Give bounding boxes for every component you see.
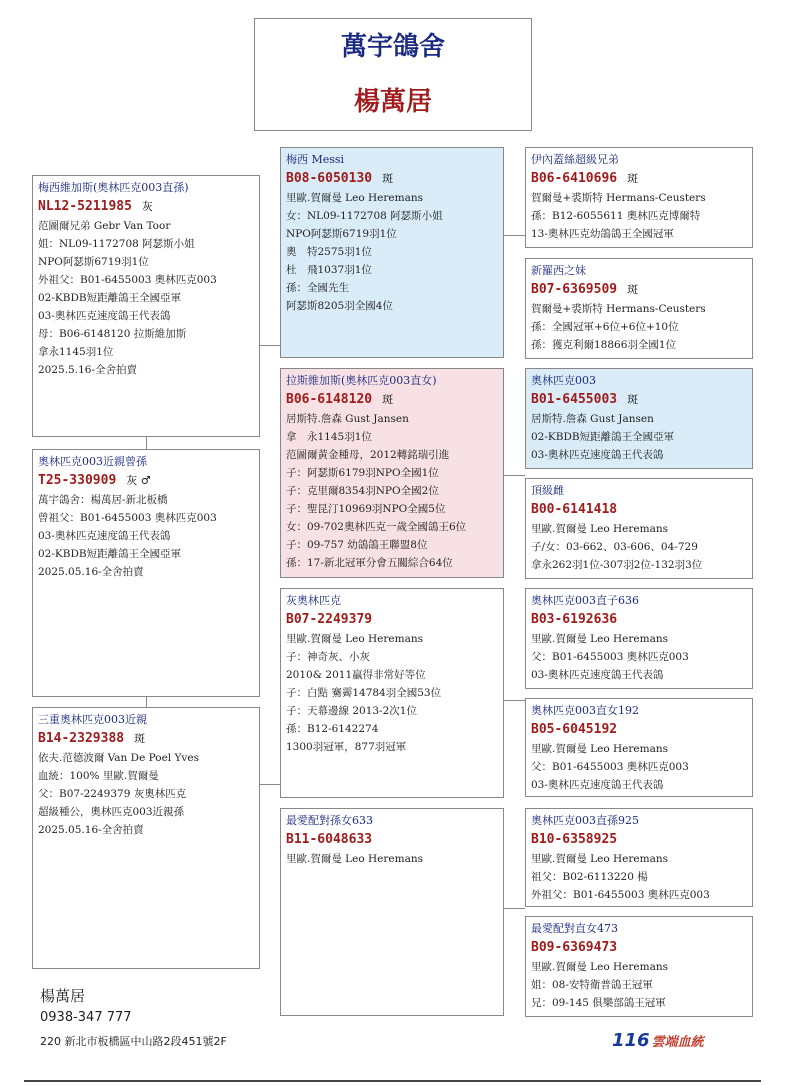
connector	[146, 697, 147, 707]
box-line: 父：B01-6455003 奧林匹克003	[531, 761, 689, 773]
box-line: 03-奧林匹克速度鴿王代表鴿	[531, 669, 664, 681]
box-line: 曾祖父：B01-6455003 奧林匹克003	[38, 512, 217, 524]
box-line: 里歐.賀爾曼 Leo Heremans	[286, 633, 423, 645]
connector	[504, 908, 525, 909]
box-title: 奧林匹克003近親曾孫	[38, 455, 147, 468]
box-line: 子：克里爾8354羽NPO全國2位	[286, 485, 439, 497]
box-title: 奧林匹克003直女192	[531, 704, 639, 717]
ring-number: B05-6045192	[531, 722, 618, 737]
box-line: 超級種公，奧林匹克003近親孫	[38, 806, 185, 818]
pigeon-color: 灰 ♂	[126, 474, 151, 487]
box-line: 里歐.賀爾曼 Leo Heremans	[531, 633, 668, 645]
box-line: 萬宇鴿舍：楊萬居-新北板橋	[38, 494, 168, 506]
ring-number: B08-6050130	[286, 171, 373, 186]
pedigree-box-gen1-1	[32, 449, 260, 697]
box-line: NPO阿瑟斯6719羽1位	[38, 256, 149, 268]
owner-name: 楊萬居	[353, 87, 432, 117]
box-title: 伊內蓋絲超級兄弟	[531, 153, 619, 166]
box-line: 2025.05.16-全舍拍賣	[38, 824, 144, 836]
connector	[504, 235, 525, 236]
ring-number: B07-2249379	[286, 612, 373, 627]
box-line: 03-奧林匹克速度鴿王代表鴿	[38, 310, 171, 322]
box-line: 拿 永1145羽1位	[286, 431, 372, 443]
brand-logo	[612, 1030, 704, 1051]
box-line: 居斯特.詹森 Gust Jansen	[286, 413, 409, 425]
connector	[146, 437, 147, 449]
pedigree-box-gen1-0	[32, 175, 260, 437]
ring-number: B11-6048633	[286, 832, 373, 847]
box-line: 血統：100% 里歐.賀爾曼	[38, 770, 159, 782]
box-line: 依夫.范德波爾 Van De Poel Yves	[38, 752, 199, 764]
box-title: 三重奧林匹克003近親	[38, 713, 147, 726]
box-line: 孫：全國冠軍+6位+6位+10位	[531, 321, 679, 333]
pedigree-box-gen2-1	[280, 368, 504, 578]
loft-name: 萬宇鴿舍	[340, 32, 445, 62]
box-line: 02-KBDB短距離鴿王全國亞軍	[531, 431, 675, 443]
pedigree-box-gen2-0	[280, 147, 504, 358]
box-line: 子：09-757 幼鴿鴿王聯盟8位	[286, 539, 428, 551]
box-title: 最愛配對孫女633	[286, 814, 373, 827]
box-line: 外祖父：B01-6455003 奧林匹克003	[38, 274, 217, 286]
pedigree-box-gen3-7	[525, 916, 753, 1017]
box-line: 外祖父：B01-6455003 奧林匹克003	[531, 889, 710, 901]
box-line: 02-KBDB短距離鴿王全國亞軍	[38, 548, 182, 560]
owner-name-box	[254, 74, 532, 131]
box-title: 新羅西之妹	[531, 264, 586, 277]
box-line: 里歐.賀爾曼 Leo Heremans	[531, 961, 668, 973]
pigeon-color: 斑	[627, 283, 639, 296]
box-title: 奧林匹克003	[531, 374, 596, 387]
box-title: 奧林匹克003直子636	[531, 594, 639, 607]
box-line: 2025.5.16-全舍拍賣	[38, 364, 137, 376]
pigeon-color: 灰	[141, 200, 153, 213]
box-line: 孫：17-新北冠軍分會五關綜合64位	[286, 557, 453, 569]
ring-number: B03-6192636	[531, 612, 618, 627]
pedigree-box-gen3-0	[525, 147, 753, 248]
box-line: 孫：全國先生	[286, 282, 349, 294]
box-line: 杜 飛1037羽1位	[286, 264, 372, 276]
box-line: 范圖爾兄弟 Gebr Van Toor	[38, 220, 171, 232]
box-line: 02-KBDB短距離鴿王全國亞軍	[38, 292, 182, 304]
box-line: 子/女：03-662、03-606、04-729	[531, 541, 698, 553]
pedigree-box-gen3-1	[525, 258, 753, 359]
box-line: NPO阿瑟斯6719羽1位	[286, 228, 397, 240]
box-line: 里歐.賀爾曼 Leo Heremans	[531, 743, 668, 755]
box-line: 子：聖昆汀10969羽NPO全國5位	[286, 503, 446, 515]
logo-text: 雲端血統	[651, 1035, 704, 1050]
box-title: 拉斯維加斯(奧林匹克003直女)	[286, 374, 437, 387]
pigeon-color: 斑	[627, 172, 639, 185]
box-line: 賀爾曼+裘斯特 Hermans-Ceusters	[531, 303, 706, 315]
box-title: 最愛配對直女473	[531, 922, 618, 935]
box-line: 女：09-702奧林匹克一歲全國鴿王6位	[286, 521, 467, 533]
logo-number: 116	[612, 1030, 650, 1051]
connector	[260, 784, 280, 785]
box-line: 兄：09-145 俱樂部鴿王冠軍	[531, 997, 666, 1009]
box-line: 父：B01-6455003 奧林匹克003	[531, 651, 689, 663]
footer-address: 220 新北市板橋區中山路2段451號2F	[40, 1035, 227, 1048]
box-title: 灰奧林匹克	[286, 594, 341, 607]
box-line: 奧 特2575羽1位	[286, 246, 372, 258]
box-line: 姐：NL09-1172708 阿瑟斯小姐	[38, 238, 195, 250]
loft-name-box	[254, 18, 532, 76]
box-line: 拿永262羽1位-307羽2位-132羽3位	[531, 559, 703, 571]
box-line: 子：神奇灰、小灰	[286, 651, 370, 663]
pedigree-box-gen3-3	[525, 478, 753, 579]
pedigree-box-gen3-4	[525, 588, 753, 689]
connector	[504, 700, 525, 701]
pedigree-box-gen3-5	[525, 698, 753, 797]
footer-phone: 0938-347 777	[40, 1010, 132, 1025]
box-line: 子：阿瑟斯6179羽NPO全國1位	[286, 467, 439, 479]
box-title: 奧林匹克003直孫925	[531, 814, 639, 827]
connector	[260, 345, 280, 346]
ring-number: NL12-5211985	[38, 199, 132, 214]
box-line: 03-奧林匹克速度鴿王代表鴿	[531, 779, 664, 791]
pigeon-color: 斑	[382, 172, 394, 185]
ring-number: B06-6410696	[531, 171, 618, 186]
box-line: 姐：08-安特衛普鴿王冠軍	[531, 979, 653, 991]
box-line: 里歐.賀爾曼 Leo Heremans	[286, 192, 423, 204]
box-line: 里歐.賀爾曼 Leo Heremans	[531, 523, 668, 535]
ring-number: B14-2329388	[38, 731, 125, 746]
box-line: 拿永1145羽1位	[38, 346, 114, 358]
box-line: 女：NL09-1172708 阿瑟斯小姐	[286, 210, 443, 222]
box-line: 子：天幕邊線 2013-2次1位	[286, 705, 417, 717]
pedigree-box-gen3-6	[525, 808, 753, 907]
box-line: 孫：獲克利爾18866羽全國1位	[531, 339, 677, 351]
box-line: 13-奧林匹克幼鴿鴿王全國冠軍	[531, 228, 674, 240]
pedigree-box-gen3-2	[525, 368, 753, 469]
box-line: 母：B06-6148120 拉斯維加斯	[38, 328, 187, 340]
box-line: 2010& 2011贏得非常好等位	[286, 669, 426, 681]
box-line: 范圖爾黃金種母，2012轉銘瑞引進	[286, 449, 450, 461]
box-line: 子：白點 騫霽14784羽全國53位	[286, 687, 442, 699]
pedigree-box-gen2-2	[280, 588, 504, 798]
box-line: 03-奧林匹克速度鴿王代表鴿	[531, 449, 664, 461]
ring-number: B10-6358925	[531, 832, 618, 847]
box-line: 2025.05.16-全舍拍賣	[38, 566, 144, 578]
box-title: 梅西維加斯(奧林匹克003直孫)	[38, 181, 189, 194]
ring-number: B09-6369473	[531, 940, 618, 955]
ring-number: B06-6148120	[286, 392, 373, 407]
box-line: 祖父：B02-6113220 楊	[531, 871, 648, 883]
box-line: 里歐.賀爾曼 Leo Heremans	[286, 853, 423, 865]
box-line: 03-奧林匹克速度鴿王代表鴿	[38, 530, 171, 542]
ring-number: T25-330909	[38, 473, 117, 488]
bottom-divider	[24, 1080, 761, 1082]
box-line: 父：B07-2249379 灰奧林匹克	[38, 788, 187, 800]
box-line: 居斯特.詹森 Gust Jansen	[531, 413, 654, 425]
connector	[504, 475, 525, 476]
box-line: 1300羽冠軍，877羽冠軍	[286, 741, 407, 753]
box-title: 梅西 Messi	[286, 153, 345, 166]
box-line: 孫：B12-6142274	[286, 723, 379, 735]
ring-number: B01-6455003	[531, 392, 618, 407]
ring-number: B00-6141418	[531, 502, 618, 517]
pigeon-color: 斑	[382, 393, 394, 406]
box-line: 賀爾曼+裘斯特 Hermans-Ceusters	[531, 192, 706, 204]
pigeon-color: 斑	[627, 393, 639, 406]
ring-number: B07-6369509	[531, 282, 618, 297]
footer-name: 楊萬居	[40, 987, 86, 1005]
box-line: 孫：B12-6055611 奧林匹克博爾特	[531, 210, 701, 222]
pigeon-color: 斑	[134, 732, 146, 745]
box-title: 頂級雌	[531, 484, 564, 497]
pedigree-box-gen1-2	[32, 707, 260, 969]
box-line: 里歐.賀爾曼 Leo Heremans	[531, 853, 668, 865]
box-line: 阿瑟斯8205羽全國4位	[286, 300, 393, 312]
pedigree-box-gen2-3	[280, 808, 504, 1016]
